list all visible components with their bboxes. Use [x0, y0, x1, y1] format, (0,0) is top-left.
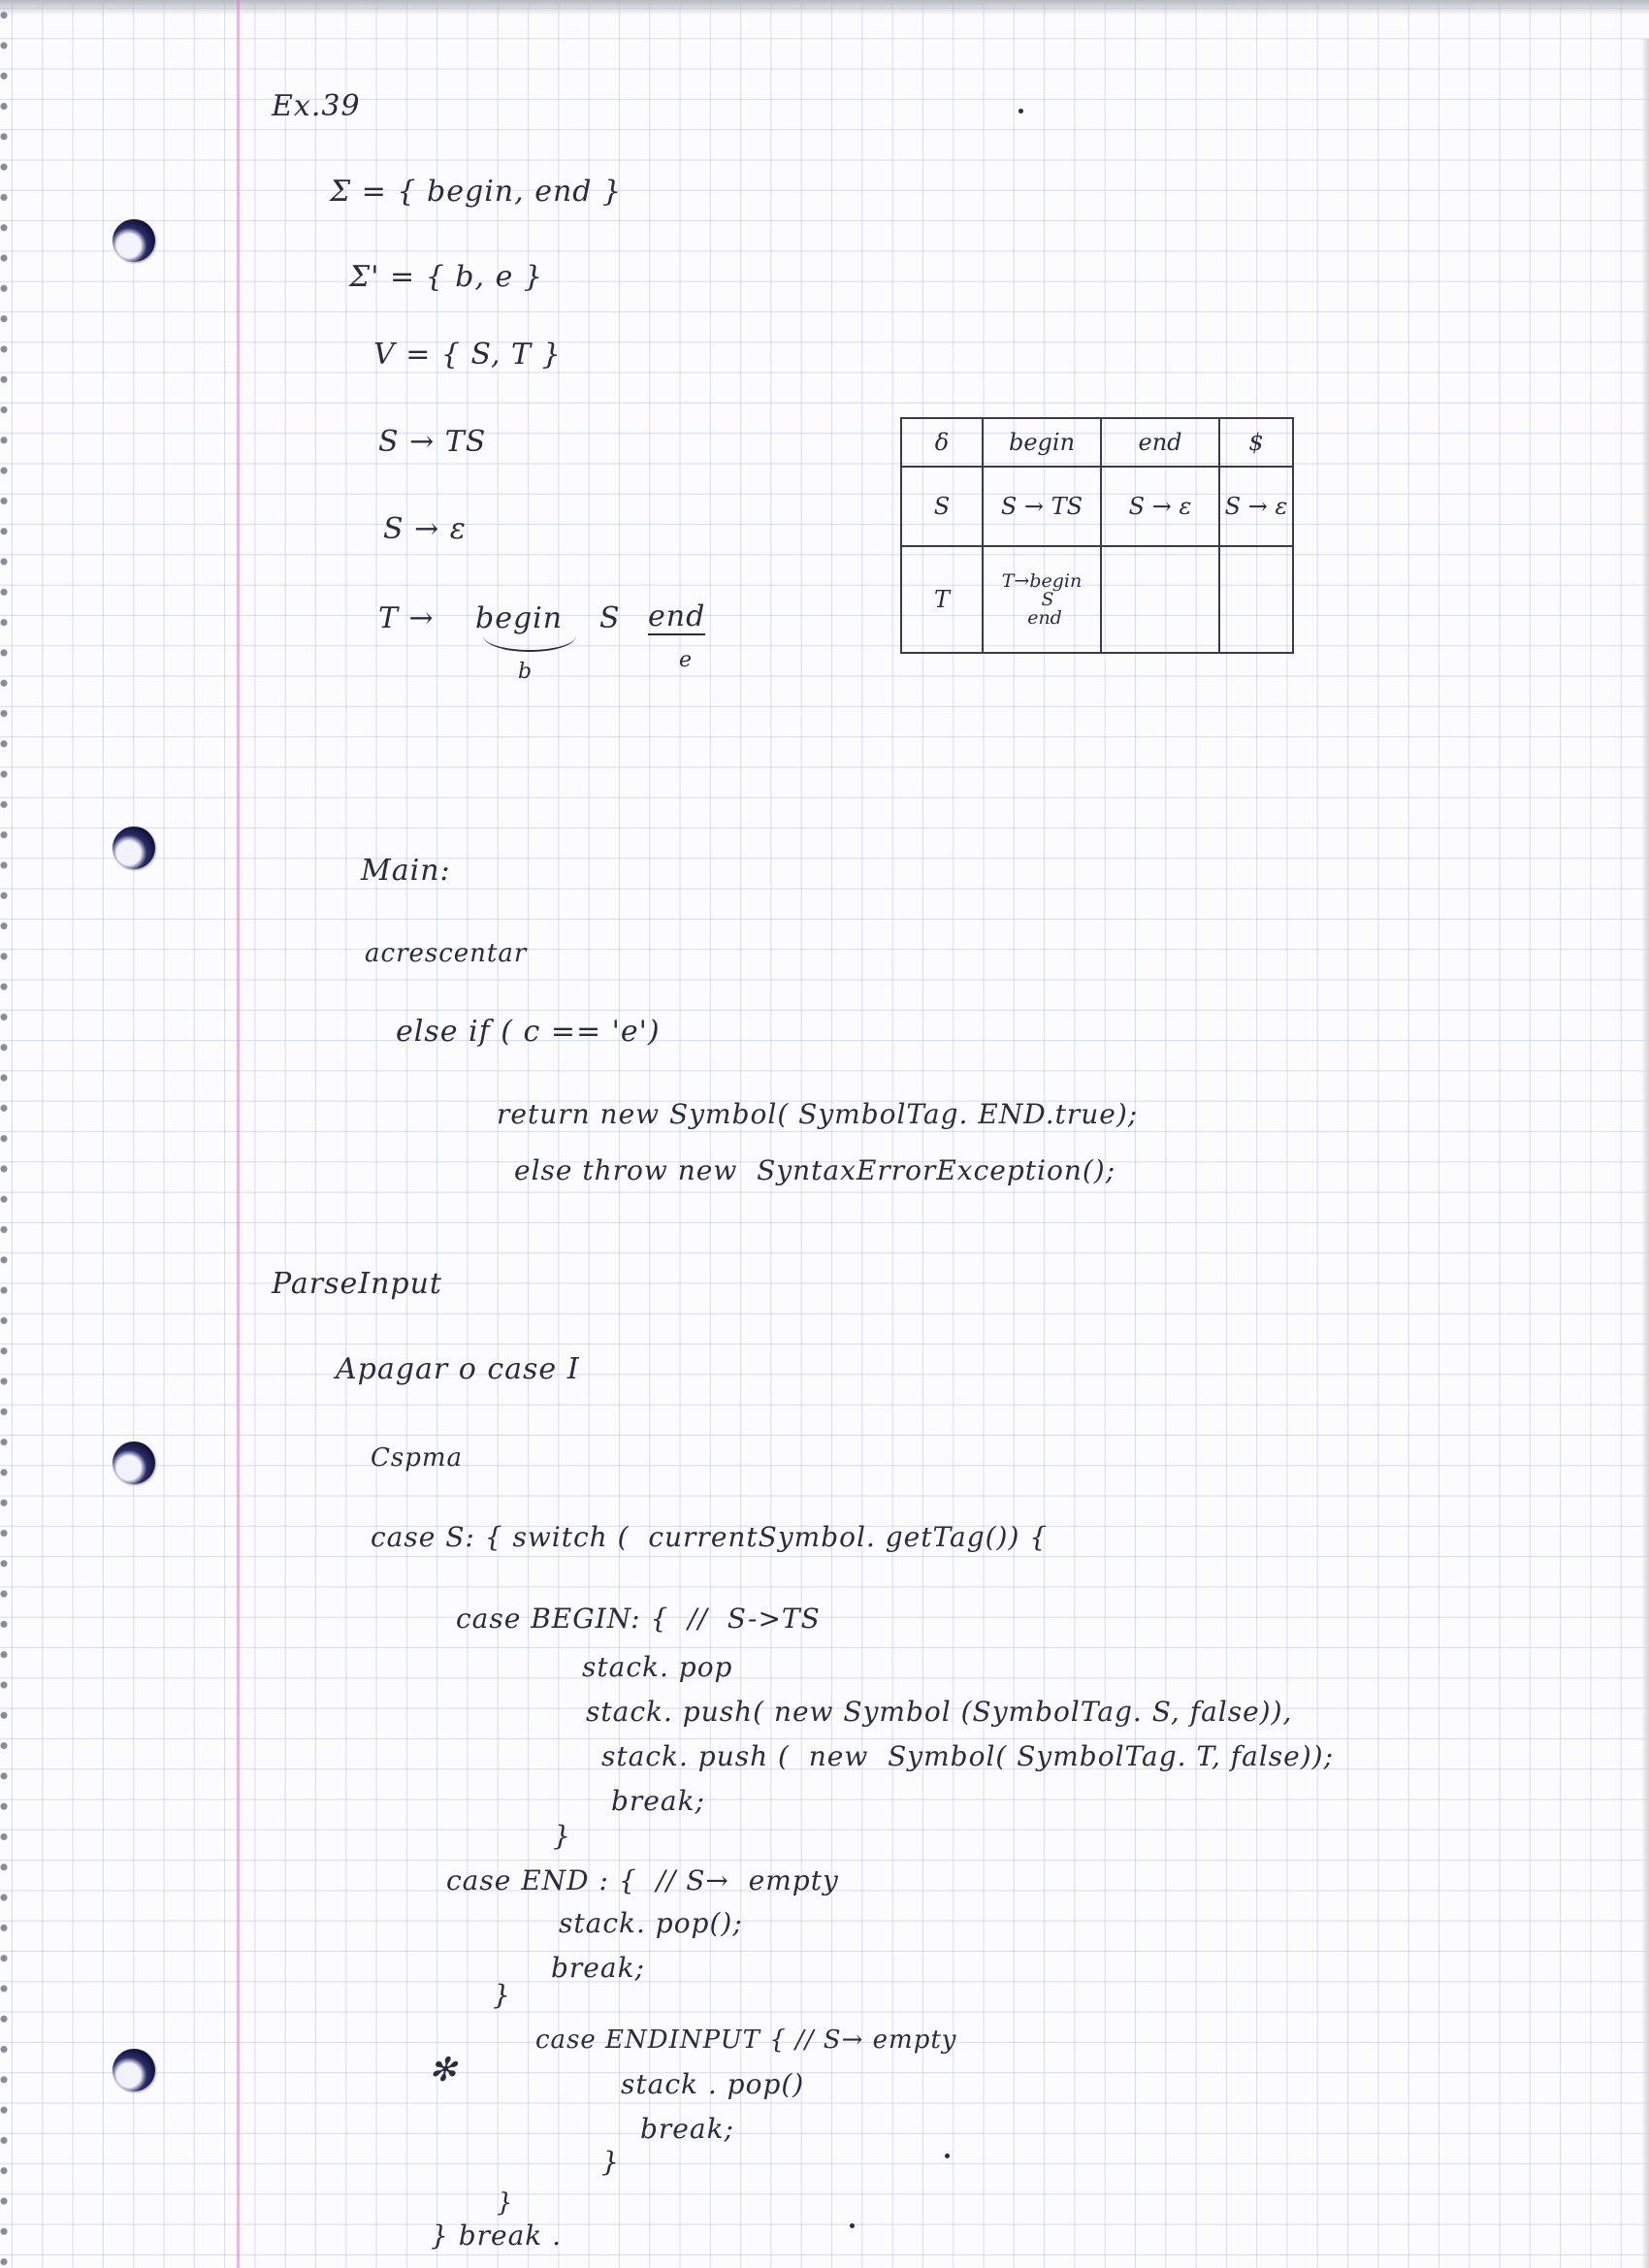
table-cell: S: [901, 467, 983, 546]
main-line-1: acrescentar: [365, 939, 528, 968]
parse-line: stack. pop: [582, 1651, 733, 1683]
grammar-rule-3-s: S: [599, 601, 621, 635]
ink-dot: [945, 2154, 950, 2158]
variables-definition: V = { S, T }: [373, 338, 562, 372]
grammar-rule-1: S → TS: [378, 425, 487, 459]
binder-hole: [113, 2049, 155, 2091]
parse-line: } break .: [431, 2219, 563, 2252]
binder-hole: [113, 219, 155, 262]
table-cell: T: [901, 546, 983, 653]
sigma-definition: Σ = { begin, end }: [330, 175, 623, 209]
table-cell: [1219, 546, 1293, 653]
parse-section-title: ParseInput: [272, 1267, 442, 1301]
table-cell: T→begin S end: [983, 546, 1101, 653]
parse-line: break;: [551, 1952, 645, 1984]
grammar-rule-2: S → ε: [383, 512, 467, 546]
main-line-2: else if ( c == 'e'): [396, 1015, 661, 1049]
parse-line: stack . pop(): [621, 2068, 805, 2100]
table-header-cell: δ: [901, 418, 983, 467]
parse-line: }: [497, 2188, 514, 2218]
parse-line: stack. push( new Symbol (SymbolTag. S, false)),: [586, 1696, 1293, 1728]
parse-line: stack. push ( new Symbol( SymbolTag. T, false));: [601, 1740, 1335, 1772]
parse-line: break;: [611, 1785, 705, 1817]
page-top-shadow: [0, 0, 1649, 16]
parse-line: }: [493, 1979, 511, 2011]
parse-line: case S: { switch ( currentSymbol. getTag()) {: [371, 1521, 1049, 1553]
begin-brace: [483, 632, 576, 652]
table-header-cell: $: [1219, 418, 1293, 467]
main-section-title: Main:: [361, 854, 451, 888]
table-header-cell: end: [1101, 418, 1219, 467]
grammar-rule-3-end: end: [648, 599, 706, 633]
parse-line: case BEGIN: { // S->TS: [456, 1603, 821, 1635]
parse-line: case ENDINPUT { // S→ empty: [535, 2025, 957, 2055]
asterisk-mark: ✻: [429, 2051, 457, 2090]
perforation-edge: [0, 0, 14, 2268]
ink-dot: [1018, 109, 1023, 113]
parse-table: [900, 417, 1294, 654]
main-line-3: return new Symbol( SymbolTag. END.true);: [497, 1098, 1139, 1130]
table-cell: [1101, 546, 1219, 653]
parse-section-subtitle: Apagar o case I: [336, 1352, 580, 1386]
exercise-heading: Ex.39: [272, 89, 361, 123]
parse-line: case END : { // S→ empty: [446, 1864, 839, 1896]
parse-line: Cspma: [371, 1443, 464, 1473]
ink-dot: [850, 2223, 855, 2228]
binder-hole: [113, 826, 155, 869]
binder-hole: [113, 1442, 155, 1484]
parse-line: }: [601, 2146, 620, 2178]
end-abbreviation: e: [679, 648, 693, 672]
parse-line: stack. pop();: [559, 1907, 743, 1939]
table-row: [901, 467, 1293, 546]
table-row: [901, 546, 1293, 653]
table-cell: S → ε: [1219, 467, 1293, 546]
begin-abbreviation: b: [518, 660, 533, 684]
table-cell: S → TS: [983, 467, 1101, 546]
sigma-prime-definition: Σ' = { b, e }: [349, 260, 543, 294]
grammar-rule-3-prefix: T →: [378, 601, 435, 635]
grammar-rule-3-begin: begin: [475, 601, 564, 635]
margin-line: [237, 0, 240, 2268]
parse-line: }: [553, 1820, 571, 1852]
table-header-cell: begin: [983, 418, 1101, 467]
table-header-row: [901, 418, 1293, 467]
table-cell: S → ε: [1101, 467, 1219, 546]
page-right-edge: [1641, 39, 1649, 2268]
main-line-4: else throw new SyntaxErrorException();: [514, 1154, 1116, 1186]
parse-line: break;: [640, 2113, 734, 2145]
